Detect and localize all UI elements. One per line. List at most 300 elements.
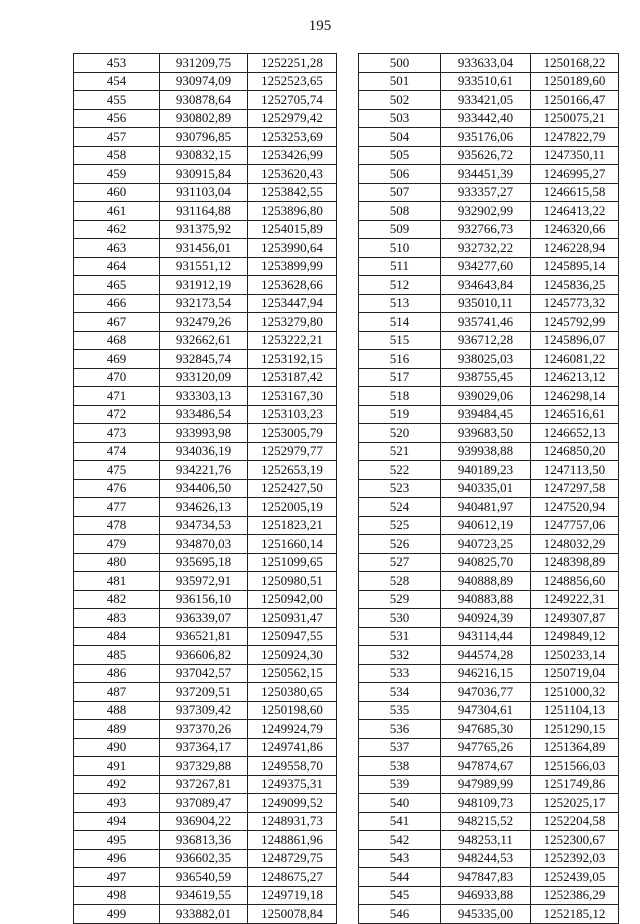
- point-number-cell: 481: [74, 572, 160, 591]
- y-coordinate-cell: 1245792,99: [531, 313, 619, 332]
- point-number-cell: 506: [359, 165, 441, 184]
- point-number-cell: 493: [74, 794, 160, 813]
- y-coordinate-cell: 1253620,43: [248, 165, 337, 184]
- y-coordinate-cell: 1252251,28: [248, 54, 337, 73]
- point-number-cell: 530: [359, 609, 441, 628]
- x-coordinate-cell: 932662,61: [160, 331, 248, 350]
- y-coordinate-cell: 1252523,65: [248, 72, 337, 91]
- table-row: [359, 701, 619, 720]
- table-row: [359, 276, 619, 295]
- y-coordinate-cell: 1252439,05: [531, 868, 619, 887]
- point-number-cell: 523: [359, 479, 441, 498]
- table-row: [74, 701, 337, 720]
- point-number-cell: 513: [359, 294, 441, 313]
- x-coordinate-cell: 939029,06: [441, 387, 531, 406]
- point-number-cell: 494: [74, 812, 160, 831]
- table-row: [359, 220, 619, 239]
- y-coordinate-cell: 1253279,80: [248, 313, 337, 332]
- y-coordinate-cell: 1252705,74: [248, 91, 337, 110]
- y-coordinate-cell: 1251290,15: [531, 720, 619, 739]
- x-coordinate-cell: 938025,03: [441, 350, 531, 369]
- y-coordinate-cell: 1250233,14: [531, 646, 619, 665]
- y-coordinate-cell: 1247113,50: [531, 461, 619, 480]
- table-row: [74, 664, 337, 683]
- y-coordinate-cell: 1253192,15: [248, 350, 337, 369]
- point-number-cell: 456: [74, 109, 160, 128]
- y-coordinate-cell: 1253187,42: [248, 368, 337, 387]
- table-row: [74, 831, 337, 850]
- x-coordinate-cell: 944574,28: [441, 646, 531, 665]
- point-number-cell: 468: [74, 331, 160, 350]
- y-coordinate-cell: 1249222,31: [531, 590, 619, 609]
- y-coordinate-cell: 1251749,86: [531, 775, 619, 794]
- point-number-cell: 454: [74, 72, 160, 91]
- table-row: [359, 775, 619, 794]
- x-coordinate-cell: 930915,84: [160, 165, 248, 184]
- y-coordinate-cell: 1253253,69: [248, 128, 337, 147]
- table-row: [74, 646, 337, 665]
- y-coordinate-cell: 1250980,51: [248, 572, 337, 591]
- x-coordinate-cell: 947765,26: [441, 738, 531, 757]
- y-coordinate-cell: 1250947,55: [248, 627, 337, 646]
- table-row: [74, 109, 337, 128]
- table-row: [74, 757, 337, 776]
- y-coordinate-cell: 1249307,87: [531, 609, 619, 628]
- point-number-cell: 537: [359, 738, 441, 757]
- y-coordinate-cell: 1249924,79: [248, 720, 337, 739]
- point-number-cell: 540: [359, 794, 441, 813]
- y-coordinate-cell: 1250198,60: [248, 701, 337, 720]
- x-coordinate-cell: 933882,01: [160, 905, 248, 924]
- point-number-cell: 514: [359, 313, 441, 332]
- table-row: [359, 683, 619, 702]
- y-coordinate-cell: 1246298,14: [531, 387, 619, 406]
- table-row: [74, 424, 337, 443]
- x-coordinate-cell: 947304,61: [441, 701, 531, 720]
- point-number-cell: 533: [359, 664, 441, 683]
- table-row: [74, 775, 337, 794]
- y-coordinate-cell: 1246413,22: [531, 202, 619, 221]
- table-row: [359, 350, 619, 369]
- coordinates-table-right: [358, 53, 619, 924]
- y-coordinate-cell: 1253447,94: [248, 294, 337, 313]
- x-coordinate-cell: 933633,04: [441, 54, 531, 73]
- table-row: [359, 812, 619, 831]
- table-row: [359, 590, 619, 609]
- x-coordinate-cell: 939683,50: [441, 424, 531, 443]
- y-coordinate-cell: 1250189,60: [531, 72, 619, 91]
- x-coordinate-cell: 934221,76: [160, 461, 248, 480]
- x-coordinate-cell: 931103,04: [160, 183, 248, 202]
- x-coordinate-cell: 937329,88: [160, 757, 248, 776]
- point-number-cell: 546: [359, 905, 441, 924]
- y-coordinate-cell: 1253899,99: [248, 257, 337, 276]
- table-row: [74, 91, 337, 110]
- x-coordinate-cell: 934036,19: [160, 442, 248, 461]
- point-number-cell: 490: [74, 738, 160, 757]
- point-number-cell: 479: [74, 535, 160, 554]
- x-coordinate-cell: 934451,39: [441, 165, 531, 184]
- x-coordinate-cell: 940189,23: [441, 461, 531, 480]
- y-coordinate-cell: 1245895,14: [531, 257, 619, 276]
- y-coordinate-cell: 1252392,03: [531, 849, 619, 868]
- x-coordinate-cell: 946216,15: [441, 664, 531, 683]
- table-row: [74, 738, 337, 757]
- point-number-cell: 538: [359, 757, 441, 776]
- x-coordinate-cell: 940883,88: [441, 590, 531, 609]
- x-coordinate-cell: 936602,35: [160, 849, 248, 868]
- y-coordinate-cell: 1246320,66: [531, 220, 619, 239]
- point-number-cell: 461: [74, 202, 160, 221]
- x-coordinate-cell: 940924,39: [441, 609, 531, 628]
- table-row: [359, 54, 619, 73]
- point-number-cell: 536: [359, 720, 441, 739]
- y-coordinate-cell: 1251823,21: [248, 516, 337, 535]
- x-coordinate-cell: 937042,57: [160, 664, 248, 683]
- x-coordinate-cell: 936813,36: [160, 831, 248, 850]
- point-number-cell: 465: [74, 276, 160, 295]
- point-number-cell: 500: [359, 54, 441, 73]
- table-row: [359, 128, 619, 147]
- point-number-cell: 482: [74, 590, 160, 609]
- table-row: [74, 313, 337, 332]
- y-coordinate-cell: 1249741,86: [248, 738, 337, 757]
- point-number-cell: 527: [359, 553, 441, 572]
- y-coordinate-cell: 1248861,96: [248, 831, 337, 850]
- table-row: [74, 812, 337, 831]
- table-row: [74, 183, 337, 202]
- x-coordinate-cell: 939484,45: [441, 405, 531, 424]
- table-row: [359, 868, 619, 887]
- y-coordinate-cell: 1247822,79: [531, 128, 619, 147]
- y-coordinate-cell: 1249849,12: [531, 627, 619, 646]
- point-number-cell: 457: [74, 128, 160, 147]
- x-coordinate-cell: 948253,11: [441, 831, 531, 850]
- point-number-cell: 460: [74, 183, 160, 202]
- y-coordinate-cell: 1250931,47: [248, 609, 337, 628]
- table-row: [74, 553, 337, 572]
- point-number-cell: 526: [359, 535, 441, 554]
- y-coordinate-cell: 1247297,58: [531, 479, 619, 498]
- point-number-cell: 528: [359, 572, 441, 591]
- x-coordinate-cell: 933442,40: [441, 109, 531, 128]
- y-coordinate-cell: 1252427,50: [248, 479, 337, 498]
- y-coordinate-cell: 1251099,65: [248, 553, 337, 572]
- y-coordinate-cell: 1251104,13: [531, 701, 619, 720]
- y-coordinate-cell: 1250168,22: [531, 54, 619, 73]
- y-coordinate-cell: 1249558,70: [248, 757, 337, 776]
- table-row: [359, 405, 619, 424]
- table-row: [359, 738, 619, 757]
- y-coordinate-cell: 1246850,20: [531, 442, 619, 461]
- table-row: [74, 387, 337, 406]
- point-number-cell: 458: [74, 146, 160, 165]
- y-coordinate-cell: 1246081,22: [531, 350, 619, 369]
- table-row: [74, 461, 337, 480]
- y-coordinate-cell: 1252300,67: [531, 831, 619, 850]
- y-coordinate-cell: 1250380,65: [248, 683, 337, 702]
- x-coordinate-cell: 947036,77: [441, 683, 531, 702]
- x-coordinate-cell: 930802,89: [160, 109, 248, 128]
- table-row: [74, 572, 337, 591]
- x-coordinate-cell: 947989,99: [441, 775, 531, 794]
- x-coordinate-cell: 938755,45: [441, 368, 531, 387]
- table-row: [74, 350, 337, 369]
- table-row: [74, 868, 337, 887]
- y-coordinate-cell: 1252979,42: [248, 109, 337, 128]
- point-number-cell: 505: [359, 146, 441, 165]
- x-coordinate-cell: 932173,54: [160, 294, 248, 313]
- x-coordinate-cell: 934734,53: [160, 516, 248, 535]
- table-row: [359, 313, 619, 332]
- point-number-cell: 542: [359, 831, 441, 850]
- table-row: [74, 165, 337, 184]
- x-coordinate-cell: 935972,91: [160, 572, 248, 591]
- table-row: [74, 627, 337, 646]
- x-coordinate-cell: 943114,44: [441, 627, 531, 646]
- table-row: [74, 257, 337, 276]
- x-coordinate-cell: 931164,88: [160, 202, 248, 221]
- x-coordinate-cell: 936521,81: [160, 627, 248, 646]
- x-coordinate-cell: 936712,28: [441, 331, 531, 350]
- x-coordinate-cell: 932766,73: [441, 220, 531, 239]
- y-coordinate-cell: 1253167,30: [248, 387, 337, 406]
- y-coordinate-cell: 1248729,75: [248, 849, 337, 868]
- table-row: [74, 498, 337, 517]
- x-coordinate-cell: 934643,84: [441, 276, 531, 295]
- y-coordinate-cell: 1253628,66: [248, 276, 337, 295]
- table-row: [359, 646, 619, 665]
- y-coordinate-cell: 1251364,89: [531, 738, 619, 757]
- table-row: [74, 72, 337, 91]
- x-coordinate-cell: 933120,09: [160, 368, 248, 387]
- y-coordinate-cell: 1250078,84: [248, 905, 337, 924]
- point-number-cell: 478: [74, 516, 160, 535]
- x-coordinate-cell: 937364,17: [160, 738, 248, 757]
- point-number-cell: 520: [359, 424, 441, 443]
- table-row: [359, 627, 619, 646]
- table-row: [359, 572, 619, 591]
- point-number-cell: 473: [74, 424, 160, 443]
- x-coordinate-cell: 937370,26: [160, 720, 248, 739]
- point-number-cell: 486: [74, 664, 160, 683]
- y-coordinate-cell: 1252185,12: [531, 905, 619, 924]
- x-coordinate-cell: 936339,07: [160, 609, 248, 628]
- table-row: [359, 720, 619, 739]
- point-number-cell: 503: [359, 109, 441, 128]
- y-coordinate-cell: 1246213,12: [531, 368, 619, 387]
- y-coordinate-cell: 1245836,25: [531, 276, 619, 295]
- table-row: [74, 609, 337, 628]
- x-coordinate-cell: 948244,53: [441, 849, 531, 868]
- y-coordinate-cell: 1253990,64: [248, 239, 337, 258]
- point-number-cell: 463: [74, 239, 160, 258]
- point-number-cell: 524: [359, 498, 441, 517]
- x-coordinate-cell: 931375,92: [160, 220, 248, 239]
- table-row: [74, 54, 337, 73]
- x-coordinate-cell: 939938,88: [441, 442, 531, 461]
- point-number-cell: 491: [74, 757, 160, 776]
- table-row: [74, 331, 337, 350]
- table-row: [74, 794, 337, 813]
- table-row: [359, 479, 619, 498]
- table-body-left: [74, 54, 337, 924]
- table-row: [359, 91, 619, 110]
- point-number-cell: 544: [359, 868, 441, 887]
- x-coordinate-cell: 935741,46: [441, 313, 531, 332]
- point-number-cell: 515: [359, 331, 441, 350]
- table-row: [74, 442, 337, 461]
- x-coordinate-cell: 935176,06: [441, 128, 531, 147]
- y-coordinate-cell: 1253426,99: [248, 146, 337, 165]
- point-number-cell: 480: [74, 553, 160, 572]
- point-number-cell: 462: [74, 220, 160, 239]
- point-number-cell: 541: [359, 812, 441, 831]
- x-coordinate-cell: 933510,61: [441, 72, 531, 91]
- table-row: [74, 590, 337, 609]
- table-row: [74, 146, 337, 165]
- point-number-cell: 485: [74, 646, 160, 665]
- y-coordinate-cell: 1249719,18: [248, 886, 337, 905]
- table-row: [359, 331, 619, 350]
- y-coordinate-cell: 1248032,29: [531, 535, 619, 554]
- x-coordinate-cell: 934406,50: [160, 479, 248, 498]
- point-number-cell: 545: [359, 886, 441, 905]
- x-coordinate-cell: 948215,52: [441, 812, 531, 831]
- point-number-cell: 502: [359, 91, 441, 110]
- point-number-cell: 534: [359, 683, 441, 702]
- point-number-cell: 499: [74, 905, 160, 924]
- x-coordinate-cell: 937209,51: [160, 683, 248, 702]
- x-coordinate-cell: 932479,26: [160, 313, 248, 332]
- y-coordinate-cell: 1248931,73: [248, 812, 337, 831]
- point-number-cell: 522: [359, 461, 441, 480]
- x-coordinate-cell: 930974,09: [160, 72, 248, 91]
- point-number-cell: 517: [359, 368, 441, 387]
- x-coordinate-cell: 937089,47: [160, 794, 248, 813]
- x-coordinate-cell: 934619,55: [160, 886, 248, 905]
- table-row: [74, 220, 337, 239]
- x-coordinate-cell: 946933,88: [441, 886, 531, 905]
- table-row: [74, 683, 337, 702]
- table-row: [74, 535, 337, 554]
- table-row: [359, 609, 619, 628]
- y-coordinate-cell: 1250166,47: [531, 91, 619, 110]
- point-number-cell: 476: [74, 479, 160, 498]
- point-number-cell: 455: [74, 91, 160, 110]
- table-row: [74, 368, 337, 387]
- table-row: [359, 535, 619, 554]
- y-coordinate-cell: 1252979,77: [248, 442, 337, 461]
- x-coordinate-cell: 936606,82: [160, 646, 248, 665]
- point-number-cell: 475: [74, 461, 160, 480]
- x-coordinate-cell: 930832,15: [160, 146, 248, 165]
- x-coordinate-cell: 936156,10: [160, 590, 248, 609]
- y-coordinate-cell: 1254015,89: [248, 220, 337, 239]
- table-row: [359, 183, 619, 202]
- x-coordinate-cell: 932902,99: [441, 202, 531, 221]
- x-coordinate-cell: 940612,19: [441, 516, 531, 535]
- point-number-cell: 512: [359, 276, 441, 295]
- x-coordinate-cell: 940335,01: [441, 479, 531, 498]
- table-row: [359, 387, 619, 406]
- table-row: [359, 553, 619, 572]
- table-row: [359, 516, 619, 535]
- x-coordinate-cell: 937267,81: [160, 775, 248, 794]
- point-number-cell: 497: [74, 868, 160, 887]
- y-coordinate-cell: 1251000,32: [531, 683, 619, 702]
- point-number-cell: 531: [359, 627, 441, 646]
- y-coordinate-cell: 1253896,80: [248, 202, 337, 221]
- y-coordinate-cell: 1251660,14: [248, 535, 337, 554]
- x-coordinate-cell: 932732,22: [441, 239, 531, 258]
- point-number-cell: 495: [74, 831, 160, 850]
- y-coordinate-cell: 1252204,58: [531, 812, 619, 831]
- y-coordinate-cell: 1246615,58: [531, 183, 619, 202]
- x-coordinate-cell: 933421,05: [441, 91, 531, 110]
- x-coordinate-cell: 933486,54: [160, 405, 248, 424]
- y-coordinate-cell: 1246652,13: [531, 424, 619, 443]
- point-number-cell: 470: [74, 368, 160, 387]
- y-coordinate-cell: 1246995,27: [531, 165, 619, 184]
- x-coordinate-cell: 936904,22: [160, 812, 248, 831]
- y-coordinate-cell: 1245773,32: [531, 294, 619, 313]
- y-coordinate-cell: 1250075,21: [531, 109, 619, 128]
- y-coordinate-cell: 1253005,79: [248, 424, 337, 443]
- table-row: [74, 905, 337, 924]
- point-number-cell: 483: [74, 609, 160, 628]
- y-coordinate-cell: 1253222,21: [248, 331, 337, 350]
- y-coordinate-cell: 1248675,27: [248, 868, 337, 887]
- point-number-cell: 496: [74, 849, 160, 868]
- table-row: [359, 202, 619, 221]
- point-number-cell: 519: [359, 405, 441, 424]
- point-number-cell: 487: [74, 683, 160, 702]
- x-coordinate-cell: 936540,59: [160, 868, 248, 887]
- x-coordinate-cell: 940825,70: [441, 553, 531, 572]
- table-row: [74, 516, 337, 535]
- point-number-cell: 492: [74, 775, 160, 794]
- table-row: [359, 294, 619, 313]
- table-row: [359, 109, 619, 128]
- point-number-cell: 467: [74, 313, 160, 332]
- table-row: [74, 294, 337, 313]
- point-number-cell: 453: [74, 54, 160, 73]
- x-coordinate-cell: 933993,98: [160, 424, 248, 443]
- table-row: [74, 720, 337, 739]
- table-row: [359, 442, 619, 461]
- table-row: [359, 905, 619, 924]
- point-number-cell: 474: [74, 442, 160, 461]
- x-coordinate-cell: 931551,12: [160, 257, 248, 276]
- y-coordinate-cell: 1250562,15: [248, 664, 337, 683]
- x-coordinate-cell: 934277,60: [441, 257, 531, 276]
- x-coordinate-cell: 932845,74: [160, 350, 248, 369]
- point-number-cell: 510: [359, 239, 441, 258]
- table-row: [359, 368, 619, 387]
- x-coordinate-cell: 948109,73: [441, 794, 531, 813]
- y-coordinate-cell: 1252005,19: [248, 498, 337, 517]
- table-row: [359, 849, 619, 868]
- table-row: [359, 424, 619, 443]
- point-number-cell: 471: [74, 387, 160, 406]
- point-number-cell: 504: [359, 128, 441, 147]
- table-body-right: [359, 54, 619, 924]
- y-coordinate-cell: 1252653,19: [248, 461, 337, 480]
- table-row: [359, 165, 619, 184]
- point-number-cell: 516: [359, 350, 441, 369]
- y-coordinate-cell: 1249099,52: [248, 794, 337, 813]
